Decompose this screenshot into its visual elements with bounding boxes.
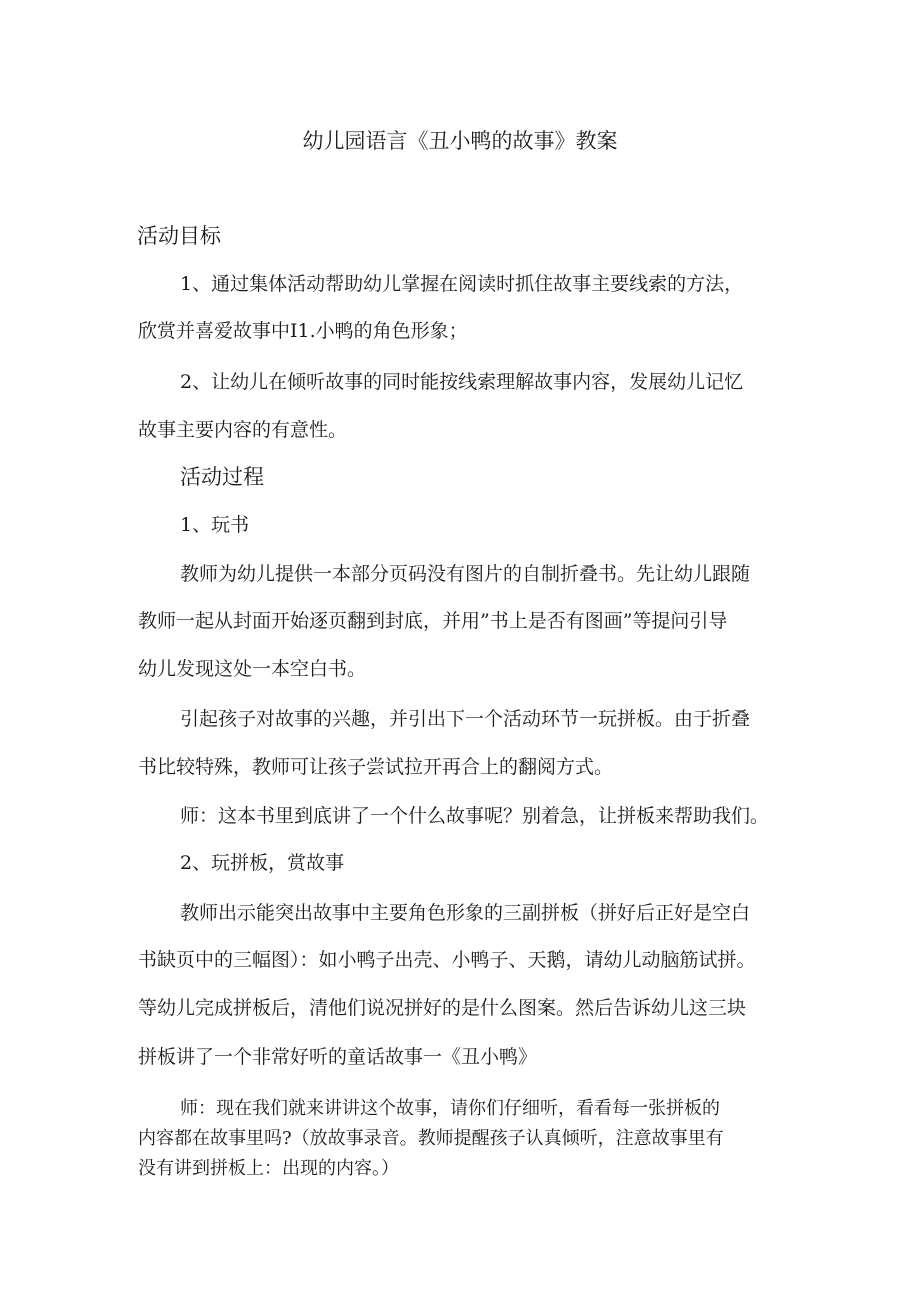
goal-line-1: 1、通过集体活动帮助幼儿掌握在阅读时抓住故事主要线索的方法，: [180, 273, 744, 295]
document-title: 幼儿园语言《丑小鸭的故事》教案: [302, 129, 618, 153]
process-line-4: 幼儿发现这处一本空白书。: [138, 658, 367, 680]
goal-line-3: 2、让幼儿在倾听故事的同时能按线索理解故事内容，发展幼儿记忆: [180, 371, 744, 393]
process-line-14: 内容都在故事里吗?（放故事录音。教师提醒孩子认真倾听，注意故事里有: [138, 1128, 724, 1149]
process-line-15: 没有讲到拼板上：出现的内容。）: [138, 1158, 399, 1179]
section-heading-goals: 活动目标: [137, 224, 221, 248]
process-line-10: 书缺页中的三幅图）：如小鸭子出壳、小鸭子、天鹅，请幼儿动脑筋试拼。: [138, 949, 756, 971]
process-line-8: 2、玩拼板，赏故事: [180, 852, 345, 874]
process-line-6: 书比较特殊，教师可让孩子尝试拉开再合上的翻阅方式。: [138, 756, 614, 778]
process-line-7: 师：这本书里到底讲了一个什么故事呢？别着急，让拼板来帮助我们。: [180, 805, 770, 827]
process-line-2: 教师为幼儿提供一本部分页码没有图片的自制折叠书。先让幼儿跟随: [180, 563, 751, 585]
goal-line-2: 欣赏并喜爱故事中I1.小鸭的角色形象；: [138, 320, 468, 342]
process-line-12: 拼板讲了一个非常好听的童话故事一《丑小鸭》: [138, 1046, 538, 1068]
process-line-13: 师：现在我们就来讲讲这个故事，请你们仔细听，看看每一张拼板的: [180, 1098, 720, 1119]
process-line-9: 教师出示能突出故事中主要角色形象的三副拼板（拼好后正好是空白: [180, 902, 751, 924]
section-heading-process: 活动过程: [180, 465, 264, 489]
process-line-1: 1、玩书: [180, 514, 250, 536]
process-line-3: 教师一起从封面开始逐页翻到封底，并用”书上是否有图画”等提问引导: [138, 610, 728, 632]
goal-line-4: 故事主要内容的有意性。: [138, 419, 348, 441]
process-line-11: 等幼儿完成拼板后，清他们说况拼好的是什么图案。然后告诉幼儿这三块: [138, 997, 747, 1019]
process-line-5: 引起孩子对故事的兴趣，并引出下一个活动环节一玩拼板。由于折叠: [180, 708, 751, 730]
